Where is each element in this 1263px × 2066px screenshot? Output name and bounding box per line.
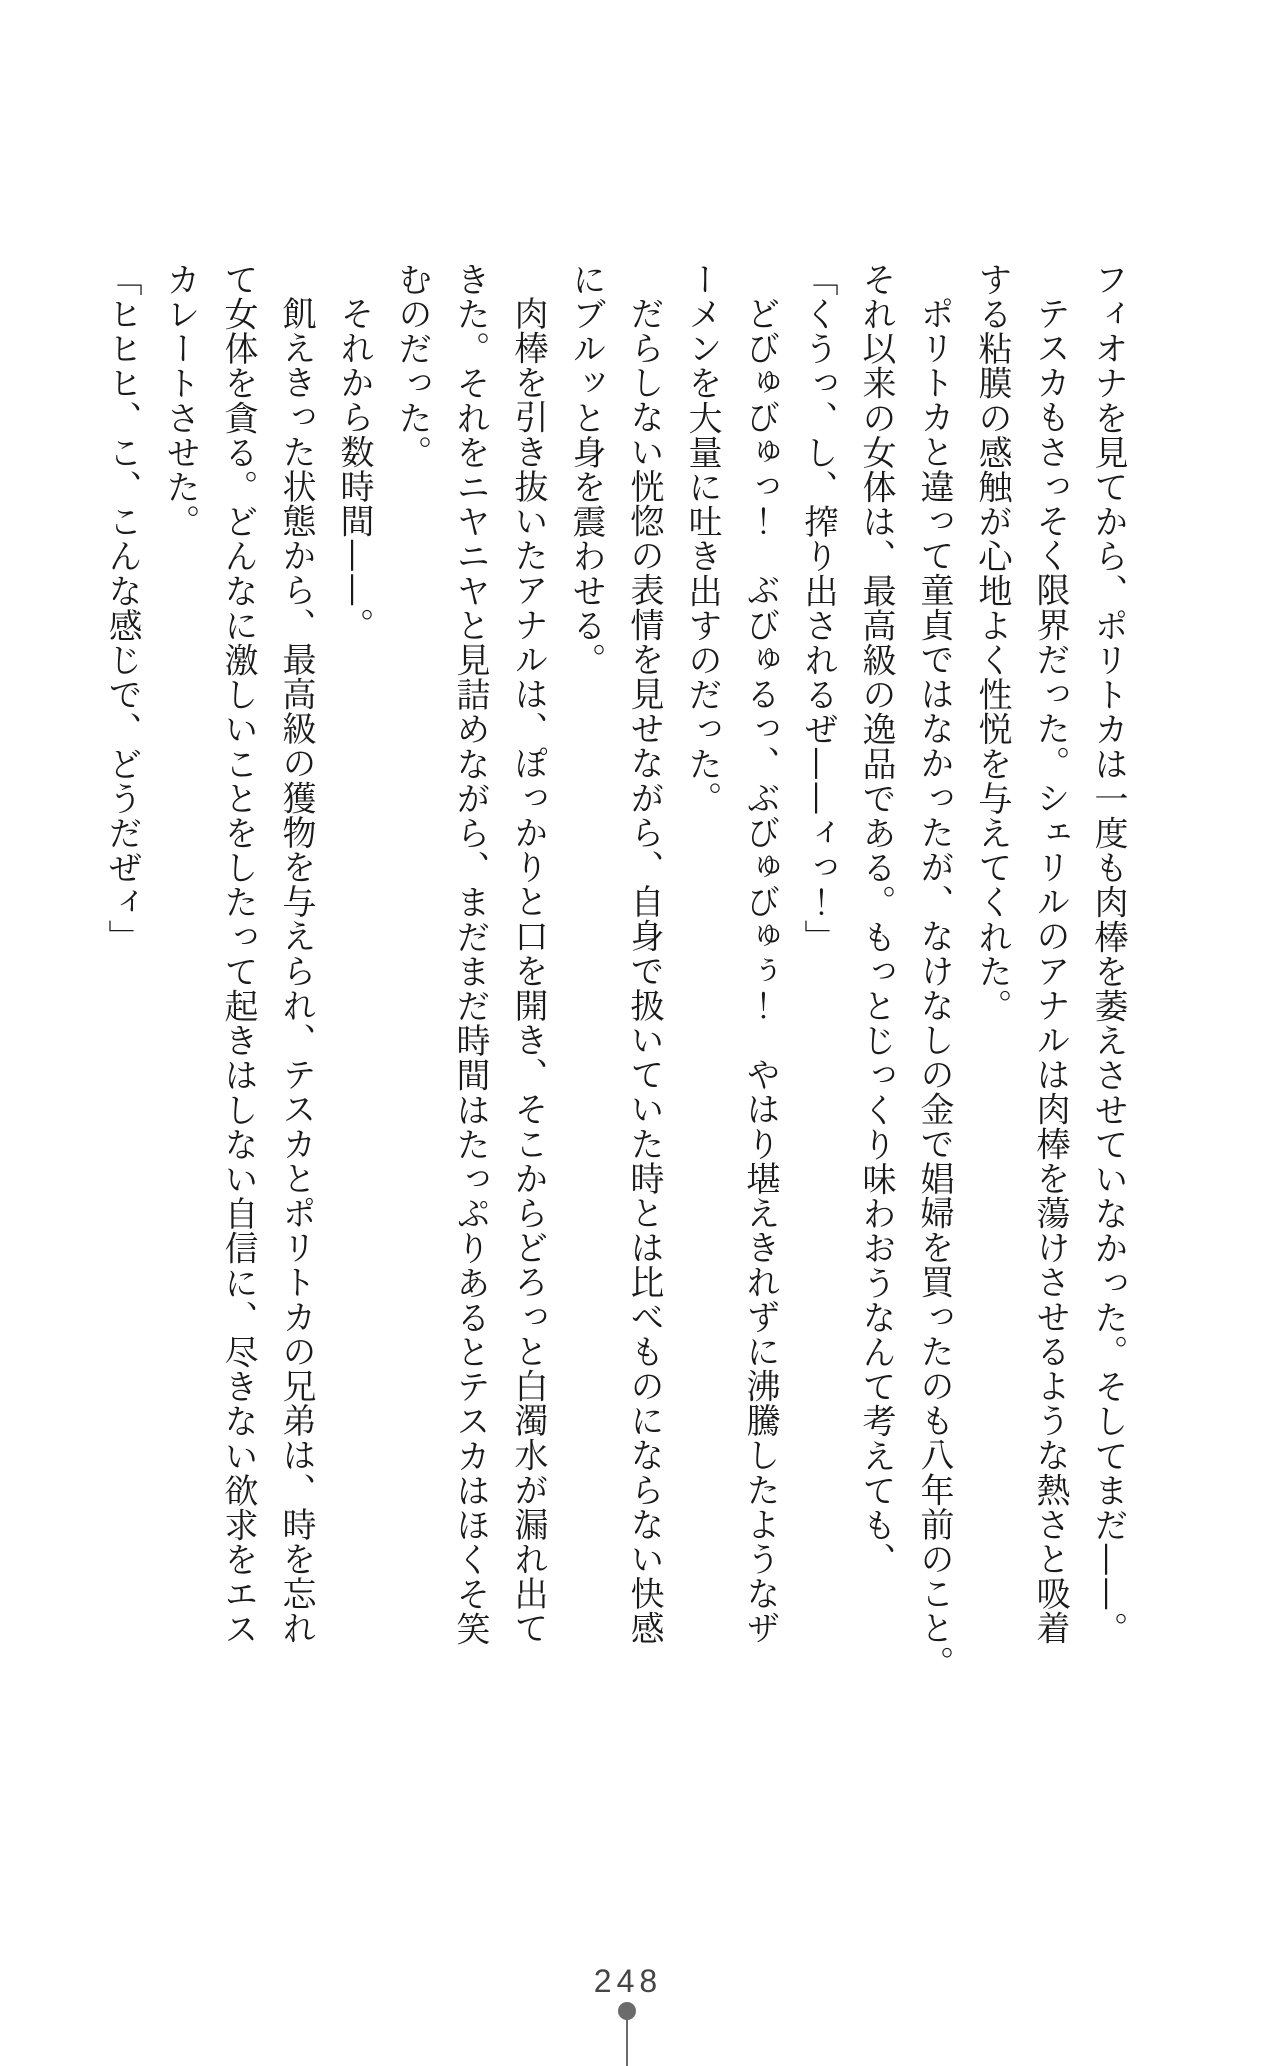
text-column: 飢えきった状態から、最高級の獲物を与えられ、テスカとポリトカの兄弟は、時を忘れ (276, 296, 316, 1646)
text-column: きた。それをニヤニヤと見詰めながら、まだまだ時間はたっぷりあるとテスカはほくそ笑 (450, 262, 490, 1646)
text-column: て女体を貪る。どんなに激しいことをしたって起きはしない自信に、尽きない欲求をエス (218, 262, 258, 1646)
text-column: ポリトカと違って童貞ではなかったが、なけなしの金で娼婦を買ったのも八年前のこと。 (914, 296, 954, 1680)
text-column: むのだった。 (392, 262, 432, 470)
text-area (93, 262, 1137, 1712)
text-column: にブルッと身を震わせる。 (566, 262, 606, 678)
text-column: それ以来の女体は、最高級の逸品である。もっとじっくり味わおうなんて考えても、 (856, 262, 896, 1577)
text-column: フィオナを見てから、ポリトカは一度も肉棒を萎えさせていなかった。そしてまだ——。 (1088, 262, 1128, 1646)
text-column: ーメンを大量に吐き出すのだった。 (682, 262, 722, 816)
text-column: 「ヒヒヒ、こ、こんな感じで、どうだぜィ」 (102, 262, 142, 954)
text-column: カレートさせた。 (160, 262, 200, 539)
text-column: だらしない恍惚の表情を見せながら、自身で扱いていた時とは比べものにならない快感 (624, 296, 664, 1646)
text-column: それから数時間——。 (334, 296, 374, 642)
stem-line-ornament (626, 2018, 628, 2066)
text-column: テスカもさっそく限界だった。シェリルのアナルは肉棒を蕩けさせるような熱さと吸着 (1030, 296, 1070, 1646)
page-number: 248 (593, 1963, 663, 1999)
text-column: する粘膜の感触が心地よく性悦を与えてくれた。 (972, 262, 1012, 1024)
text-column: 肉棒を引き抜いたアナルは、ぽっかりと口を開き、そこからどろっと白濁水が漏れ出て (508, 296, 548, 1646)
text-column: 「くうっ、し、搾り出されるぜ——ィっ！」 (798, 262, 838, 954)
text-column: どびゅびゅっ！ ぶびゅるっ、ぶびゅびゅぅ！ やはり堪えきれずに沸騰したようなザ (740, 296, 780, 1646)
